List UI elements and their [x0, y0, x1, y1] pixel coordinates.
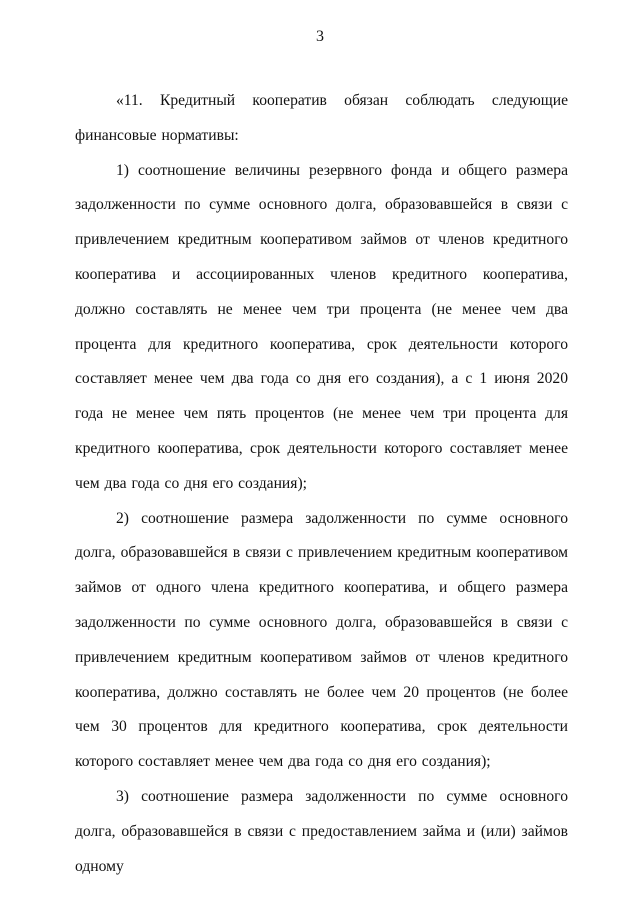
page-number: 3 — [316, 28, 324, 45]
paragraph-item-1: 1) соотношение величины резервного фонда и общего размера задолженности по сумме основного долга, образовавшейся в связи с привлечением кредитным кооперативом займов от членов кредитного кооператива и ассоциированных членов кредитного кооператива, должно составлять не менее чем три процента (не менее чем два процента для кредитного кооператива, срок деятельности которого составляет менее чем два года со дня его создания), а с 1 июня 2020 года не менее чем пять процентов (не менее чем три процента для кредитного кооператива, срок деятельности которого составляет менее чем два года со дня его создания); — [75, 161, 568, 492]
paragraph-item-3: 3) соотношение размера задолженности по сумме основного долга, образовавшейся в связи с предоставлением займа и (или) займов одному — [75, 787, 568, 875]
paragraph-article-11-intro: «11. Кредитный кооператив обязан соблюдать следующие финансовые нормативы: — [75, 92, 568, 144]
document-body — [75, 84, 568, 884]
paragraph-item-2: 2) соотношение размера задолженности по сумме основного долга, образовавшейся в связи с привлечением кредитным кооперативом займов от одного члена кредитного кооператива, и общего размера задолженности по сумме основного долга, образовавшейся в связи с привлечением кредитным кооперативом займов от членов кредитного кооператива, должно составлять не более чем 20 процентов (не более чем 30 процентов для кредитного кооператива, срок деятельности которого составляет менее чем два года со дня его создания); — [75, 509, 568, 771]
